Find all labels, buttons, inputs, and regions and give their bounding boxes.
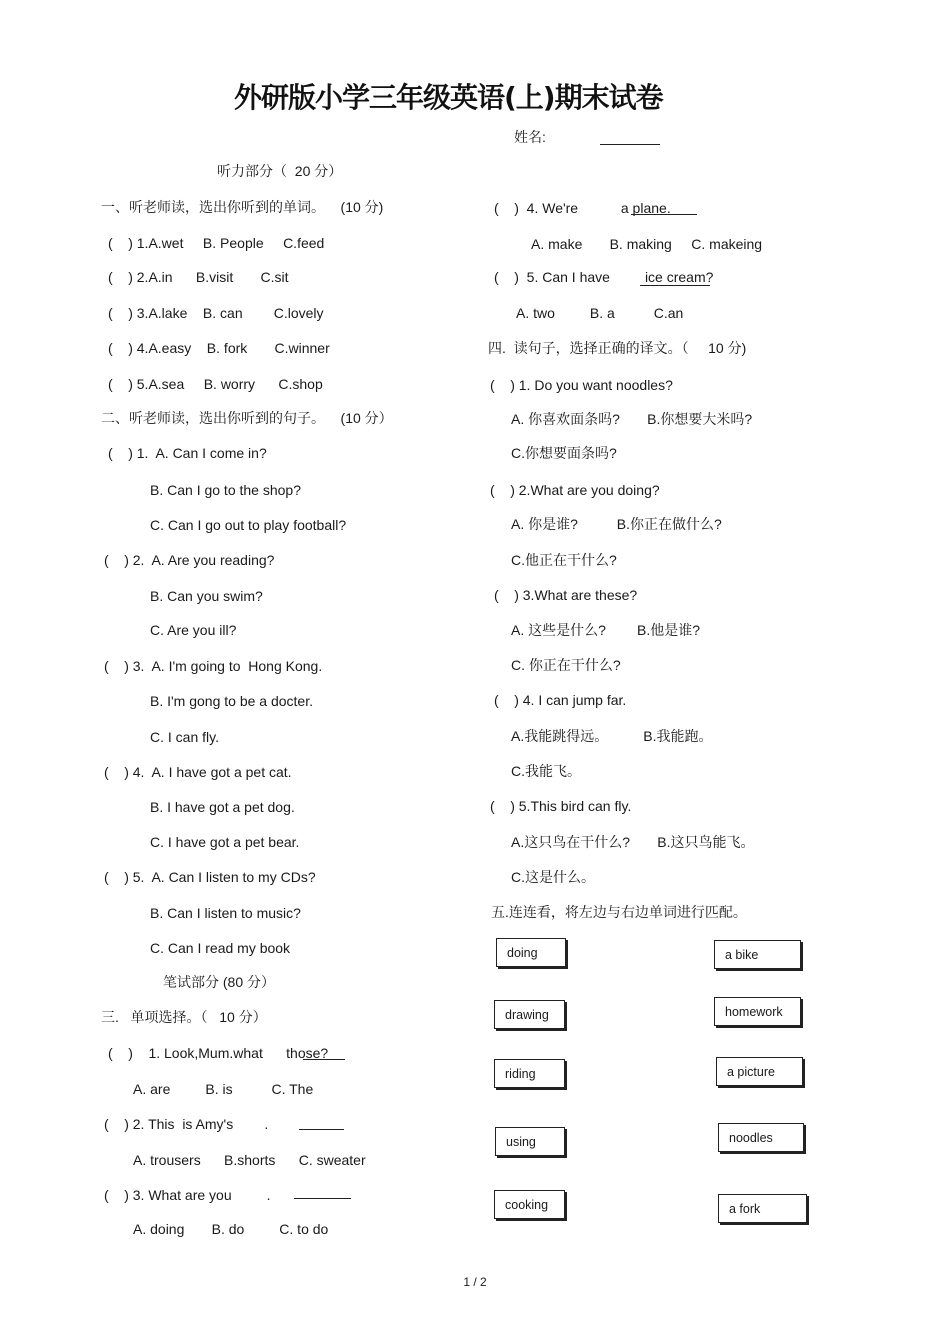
s2-line: B. Can I go to the shop? [150, 482, 301, 498]
name-label: 姓名: [514, 129, 546, 145]
s1-item: ( ) 4.A.easy B. fork C.winner [108, 340, 330, 356]
match-left-box[interactable]: cooking [494, 1190, 565, 1219]
s4-line: C.我能飞。 [511, 763, 581, 779]
s3-question-3: ( ) 3. What are you . [104, 1187, 271, 1203]
s1-item: ( ) 2.A.in B.visit C.sit [108, 269, 289, 285]
match-right-box[interactable]: a bike [714, 940, 801, 969]
s2-line: ( ) 3. A. I'm going to Hong Kong. [104, 658, 323, 674]
listening-heading: 听力部分（ 20 分） [217, 163, 343, 179]
section-3-heading: 三. 单项选择。（ 10 分） [101, 1009, 267, 1025]
page-title: 外研版小学三年级英语(上)期末试卷 [234, 81, 663, 114]
s4-line: C.你想要面条吗? [511, 445, 617, 461]
s3-question-4: ( ) 4. We're a plane. [494, 200, 671, 216]
s2-line: C. Are you ill? [150, 622, 237, 638]
match-right-box[interactable]: homework [714, 997, 801, 1026]
match-left-box[interactable]: using [495, 1127, 565, 1156]
s2-line: B. I'm gong to be a docter. [150, 693, 313, 709]
s4-line: ( ) 5.This bird can fly. [490, 798, 632, 814]
match-left-box[interactable]: doing [496, 938, 566, 967]
match-left-box[interactable]: riding [494, 1059, 565, 1088]
page-number: 1 / 2 [463, 1275, 487, 1289]
s3-options-5: A. two B. a C.an [516, 305, 684, 321]
s2-line: ( ) 2. A. Are you reading? [104, 552, 275, 568]
s3-question-5: ( ) 5. Can I have ice cream? [494, 269, 714, 285]
s2-line: B. Can you swim? [150, 588, 263, 604]
answer-blank[interactable] [299, 1129, 344, 1130]
s2-line: ( ) 1. A. Can I come in? [108, 445, 267, 461]
section-4-heading: 四. 读句子，选择正确的译文。（ 10 分) [488, 340, 747, 356]
s2-line: C. I have got a pet bear. [150, 834, 300, 850]
s2-line: ( ) 5. A. Can I listen to my CDs? [104, 869, 316, 885]
match-right-box[interactable]: a fork [718, 1194, 807, 1223]
answer-blank[interactable] [631, 214, 697, 215]
s4-line: ( ) 3.What are these? [494, 587, 638, 603]
s4-line: A. 这些是什么? B.他是谁? [511, 622, 701, 638]
s4-line: ( ) 2.What are you doing? [490, 482, 660, 498]
writing-heading: 笔试部分 (80 分） [163, 974, 276, 990]
s4-line: C. 你正在干什么? [511, 657, 621, 673]
s3-options-2: A. trousers B.shorts C. sweater [133, 1152, 366, 1168]
answer-blank[interactable] [294, 1198, 351, 1199]
match-right-box[interactable]: noodles [718, 1123, 804, 1152]
s2-line: C. Can I read my book [150, 940, 291, 956]
name-blank[interactable] [600, 144, 660, 145]
match-left-box[interactable]: drawing [494, 1000, 565, 1029]
section-5-heading: 五.连连看，将左边与右边单词进行匹配。 [491, 904, 747, 920]
s3-question-1: ( ) 1. Look,Mum.what those? [108, 1045, 329, 1061]
s4-line: A. 你是谁? B.你正在做什么? [511, 516, 722, 532]
s3-question-2: ( ) 2. This is Amy's . [104, 1116, 269, 1132]
s4-line: ( ) 4. I can jump far. [494, 692, 627, 708]
s3-options-3: A. doing B. do C. to do [133, 1221, 329, 1237]
s4-line: C.他正在干什么? [511, 552, 617, 568]
answer-blank[interactable] [640, 285, 710, 286]
s1-item: ( ) 3.A.lake B. can C.lovely [108, 305, 324, 321]
s2-line: ( ) 4. A. I have got a pet cat. [104, 764, 292, 780]
s1-item: ( ) 1.A.wet B. People C.feed [108, 235, 325, 251]
s4-line: A.我能跳得远。 B.我能跑。 [511, 728, 713, 744]
s2-line: C. I can fly. [150, 729, 219, 745]
s4-line: ( ) 1. Do you want noodles? [490, 377, 673, 393]
match-right-box[interactable]: a picture [716, 1057, 803, 1086]
answer-blank[interactable] [303, 1059, 345, 1060]
s2-line: C. Can I go out to play football? [150, 517, 347, 533]
section-1-heading: 一、听老师读，选出你听到的单词。 (10 分) [101, 199, 384, 215]
s3-options-4: A. make B. making C. makeing [531, 236, 763, 252]
s1-item: ( ) 5.A.sea B. worry C.shop [108, 376, 323, 392]
section-2-heading: 二、听老师读，选出你听到的句子。 (10 分） [101, 410, 393, 426]
s4-line: C.这是什么。 [511, 869, 595, 885]
s4-line: A. 你喜欢面条吗? B.你想要大米吗? [511, 411, 753, 427]
s2-line: B. I have got a pet dog. [150, 799, 295, 815]
s4-line: A.这只鸟在干什么? B.这只鸟能飞。 [511, 834, 755, 850]
s2-line: B. Can I listen to music? [150, 905, 301, 921]
s3-options-1: A. are B. is C. The [133, 1081, 314, 1097]
